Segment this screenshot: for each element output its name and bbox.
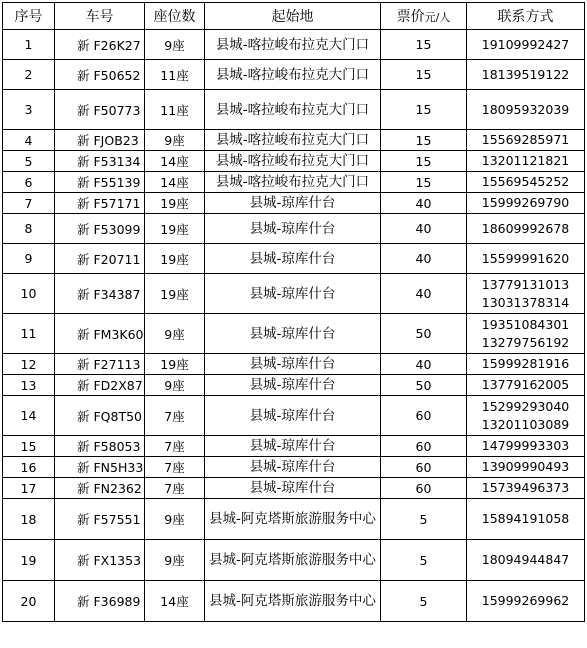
header-contact: 联系方式 xyxy=(467,3,585,30)
row-plate: 新 F53134 xyxy=(55,151,145,172)
table-row xyxy=(3,193,585,214)
phone-number: 15599991620 xyxy=(481,250,570,266)
row-seats: 9座 xyxy=(145,375,205,396)
row-index: 14 xyxy=(3,396,55,436)
row-plate: 新 F53099 xyxy=(55,214,145,244)
row-route: 县城-喀拉峻布拉克大门口 xyxy=(205,130,381,151)
table-row xyxy=(3,375,585,396)
row-route: 县城-琼库什台 xyxy=(205,354,381,375)
row-contact xyxy=(467,244,585,274)
row-seats: 19座 xyxy=(145,274,205,314)
row-route: 县城-喀拉峻布拉克大门口 xyxy=(205,60,381,90)
row-index: 4 xyxy=(3,130,55,151)
row-contact xyxy=(467,478,585,499)
row-plate: 新 F20711 xyxy=(55,244,145,274)
row-index: 6 xyxy=(3,172,55,193)
row-seats: 19座 xyxy=(145,244,205,274)
row-seats: 19座 xyxy=(145,214,205,244)
phone-number: 13909990493 xyxy=(481,459,570,474)
table-row xyxy=(3,499,585,540)
row-plate: 新 F58053 xyxy=(55,436,145,457)
row-plate: 新 F57171 xyxy=(55,193,145,214)
row-index: 16 xyxy=(3,457,55,478)
table-row xyxy=(3,151,585,172)
row-contact xyxy=(467,151,585,172)
row-index: 5 xyxy=(3,151,55,172)
header-route: 起始地 xyxy=(205,3,381,30)
phone-number: 15569285971 xyxy=(481,132,570,147)
row-route: 县城-喀拉峻布拉克大门口 xyxy=(205,151,381,172)
row-fare: 60 xyxy=(381,457,467,478)
row-seats: 9座 xyxy=(145,540,205,581)
header-seats: 座位数 xyxy=(145,3,205,30)
row-seats: 14座 xyxy=(145,172,205,193)
table-row xyxy=(3,581,585,622)
row-plate: 新 FJOB23 xyxy=(55,130,145,151)
row-index: 3 xyxy=(3,90,55,130)
row-route: 县城-琼库什台 xyxy=(205,214,381,244)
row-fare: 15 xyxy=(381,172,467,193)
phone-number: 15999269962 xyxy=(481,593,570,608)
row-plate: 新 F50773 xyxy=(55,90,145,130)
row-contact xyxy=(467,30,585,60)
table-row xyxy=(3,314,585,354)
row-fare: 15 xyxy=(381,130,467,151)
row-contact xyxy=(467,172,585,193)
row-route: 县城-喀拉峻布拉克大门口 xyxy=(205,172,381,193)
row-index: 17 xyxy=(3,478,55,499)
phone-number: 15894191058 xyxy=(481,511,570,526)
row-contact xyxy=(467,214,585,244)
row-fare: 40 xyxy=(381,354,467,375)
table-row xyxy=(3,244,585,274)
row-plate: 新 F36989 xyxy=(55,581,145,622)
row-plate: 新 FN2362 xyxy=(55,478,145,499)
header-fare xyxy=(381,3,467,30)
row-contact xyxy=(467,90,585,130)
phone-number: 18609992678 xyxy=(481,220,570,236)
row-plate: 新 F34387 xyxy=(55,274,145,314)
row-seats: 7座 xyxy=(145,478,205,499)
row-index: 10 xyxy=(3,274,55,314)
row-index: 2 xyxy=(3,60,55,90)
phone-number: 13031378314 xyxy=(481,294,570,310)
row-fare: 5 xyxy=(381,499,467,540)
row-route: 县城-喀拉峻布拉克大门口 xyxy=(205,30,381,60)
row-contact xyxy=(467,581,585,622)
row-route: 县城-琼库什台 xyxy=(205,274,381,314)
row-route: 县城-琼库什台 xyxy=(205,457,381,478)
phone-number: 13779131013 xyxy=(481,276,570,292)
row-seats: 19座 xyxy=(145,193,205,214)
row-seats: 9座 xyxy=(145,499,205,540)
table-row xyxy=(3,274,585,314)
row-fare: 60 xyxy=(381,396,467,436)
row-contact xyxy=(467,60,585,90)
phone-number: 18094944847 xyxy=(481,552,570,567)
row-fare: 5 xyxy=(381,581,467,622)
row-contact xyxy=(467,274,585,314)
row-index: 19 xyxy=(3,540,55,581)
phone-number: 13779162005 xyxy=(481,377,570,392)
table-row xyxy=(3,354,585,375)
phone-number: 15739496373 xyxy=(481,480,570,495)
header-index: 序号 xyxy=(3,3,55,30)
row-plate: 新 FQ8T50 xyxy=(55,396,145,436)
row-route: 县城-琼库什台 xyxy=(205,478,381,499)
row-plate: 新 F27113 xyxy=(55,354,145,375)
phone-number: 14799993303 xyxy=(481,438,570,453)
row-seats: 7座 xyxy=(145,457,205,478)
phone-number: 13201103089 xyxy=(481,416,570,432)
table-row xyxy=(3,90,585,130)
row-seats: 14座 xyxy=(145,151,205,172)
table-row xyxy=(3,457,585,478)
table-row xyxy=(3,60,585,90)
row-route: 县城-喀拉峻布拉克大门口 xyxy=(205,90,381,130)
row-contact xyxy=(467,436,585,457)
phone-number: 15569545252 xyxy=(481,174,570,189)
phone-number: 19351084301 xyxy=(481,316,570,332)
row-index: 15 xyxy=(3,436,55,457)
row-contact xyxy=(467,354,585,375)
row-contact xyxy=(467,314,585,354)
row-seats: 9座 xyxy=(145,130,205,151)
row-index: 8 xyxy=(3,214,55,244)
row-seats: 19座 xyxy=(145,354,205,375)
row-route: 县城-阿克塔斯旅游服务中心 xyxy=(205,581,381,622)
row-index: 9 xyxy=(3,244,55,274)
row-route: 县城-琼库什台 xyxy=(205,193,381,214)
phone-number: 13279756192 xyxy=(481,334,570,350)
row-seats: 7座 xyxy=(145,436,205,457)
table-row xyxy=(3,214,585,244)
table-body xyxy=(3,30,585,622)
phone-number: 18095932039 xyxy=(481,101,570,117)
row-seats: 11座 xyxy=(145,90,205,130)
header-fare-unit: 元/人 xyxy=(424,11,451,24)
row-route: 县城-琼库什台 xyxy=(205,314,381,354)
bus-schedule-table xyxy=(2,2,585,622)
row-index: 11 xyxy=(3,314,55,354)
header-fare-label: 票价 xyxy=(396,9,425,25)
phone-number: 18139519122 xyxy=(481,66,570,82)
row-index: 12 xyxy=(3,354,55,375)
row-route: 县城-琼库什台 xyxy=(205,396,381,436)
row-contact xyxy=(467,130,585,151)
row-fare: 50 xyxy=(381,314,467,354)
row-fare: 15 xyxy=(381,90,467,130)
row-fare: 40 xyxy=(381,214,467,244)
row-seats: 11座 xyxy=(145,60,205,90)
phone-number: 13201121821 xyxy=(481,153,570,168)
row-contact xyxy=(467,396,585,436)
row-plate: 新 FM3K60 xyxy=(55,314,145,354)
row-plate: 新 FD2X87 xyxy=(55,375,145,396)
phone-number: 19109992427 xyxy=(481,36,570,52)
row-route: 县城-琼库什台 xyxy=(205,436,381,457)
row-route: 县城-阿克塔斯旅游服务中心 xyxy=(205,540,381,581)
phone-number: 15999281916 xyxy=(481,356,570,371)
row-route: 县城-琼库什台 xyxy=(205,375,381,396)
row-fare: 60 xyxy=(381,436,467,457)
row-index: 20 xyxy=(3,581,55,622)
row-index: 7 xyxy=(3,193,55,214)
row-contact xyxy=(467,499,585,540)
row-route: 县城-琼库什台 xyxy=(205,244,381,274)
row-fare: 5 xyxy=(381,540,467,581)
row-fare: 40 xyxy=(381,193,467,214)
row-contact xyxy=(467,457,585,478)
row-contact xyxy=(467,193,585,214)
row-index: 13 xyxy=(3,375,55,396)
row-plate: 新 F26K27 xyxy=(55,30,145,60)
header-row xyxy=(3,3,585,30)
row-fare: 40 xyxy=(381,274,467,314)
row-fare: 50 xyxy=(381,375,467,396)
row-plate: 新 F50652 xyxy=(55,60,145,90)
row-fare: 15 xyxy=(381,60,467,90)
table-row xyxy=(3,172,585,193)
phone-number: 15299293040 xyxy=(481,398,570,414)
row-fare: 15 xyxy=(381,151,467,172)
phone-number: 15999269790 xyxy=(481,195,570,210)
row-contact xyxy=(467,540,585,581)
row-seats: 14座 xyxy=(145,581,205,622)
row-fare: 60 xyxy=(381,478,467,499)
row-plate: 新 F55139 xyxy=(55,172,145,193)
row-contact xyxy=(467,375,585,396)
row-seats: 9座 xyxy=(145,30,205,60)
row-fare: 40 xyxy=(381,244,467,274)
row-seats: 7座 xyxy=(145,396,205,436)
row-plate: 新 FX1353 xyxy=(55,540,145,581)
row-fare: 15 xyxy=(381,30,467,60)
row-index: 1 xyxy=(3,30,55,60)
table-row xyxy=(3,436,585,457)
table-row xyxy=(3,30,585,60)
row-seats: 9座 xyxy=(145,314,205,354)
row-plate: 新 FN5H33 xyxy=(55,457,145,478)
table-row xyxy=(3,478,585,499)
table-row xyxy=(3,130,585,151)
table-row xyxy=(3,396,585,436)
row-index: 18 xyxy=(3,499,55,540)
header-plate: 车号 xyxy=(55,3,145,30)
row-route: 县城-阿克塔斯旅游服务中心 xyxy=(205,499,381,540)
row-plate: 新 F57551 xyxy=(55,499,145,540)
table-row xyxy=(3,540,585,581)
